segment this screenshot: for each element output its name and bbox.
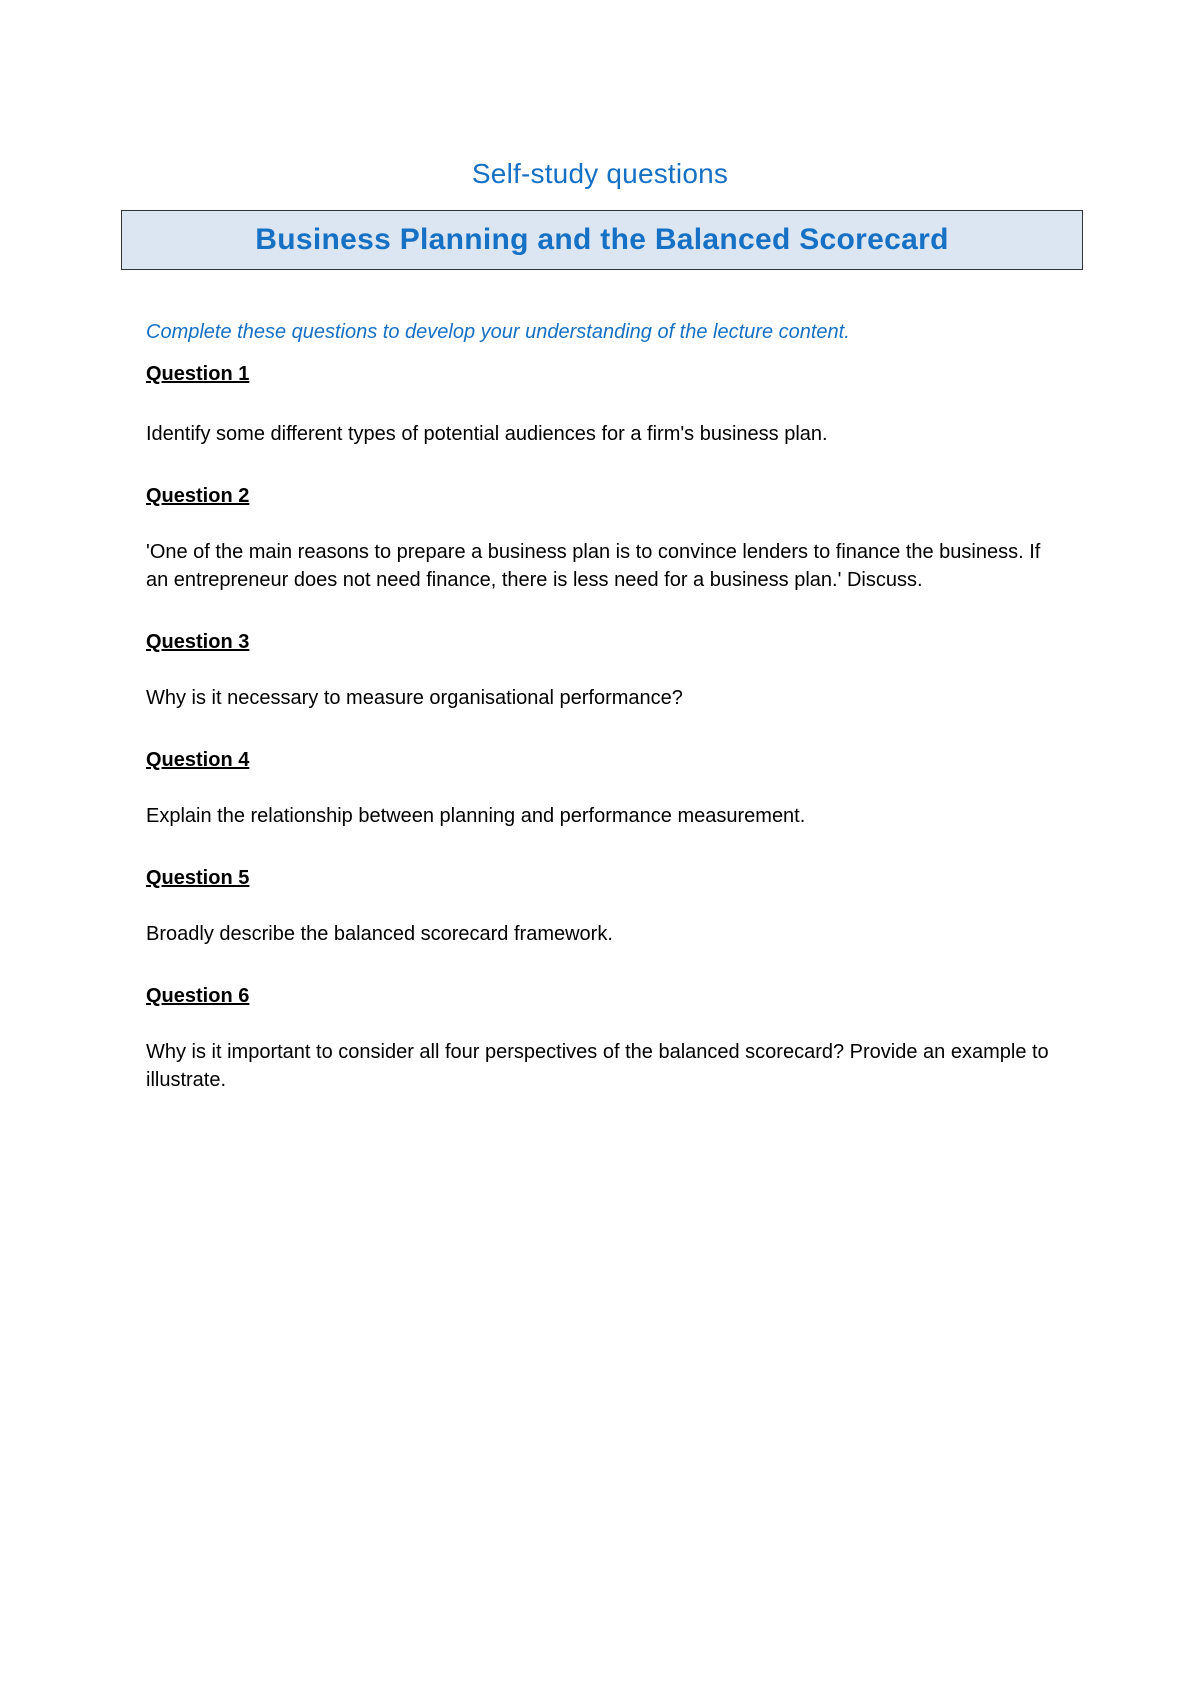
question-text: Explain the relationship between planning and performance measurement. bbox=[146, 805, 806, 827]
question-text: Why is it necessary to measure organisational performance? bbox=[146, 687, 683, 709]
question-4 bbox=[146, 746, 1066, 830]
question-text: Broadly describe the balanced scorecard framework. bbox=[146, 923, 613, 945]
question-heading: Question 5 bbox=[146, 867, 250, 889]
question-text: 'One of the main reasons to prepare a business plan is to convince lenders to finance the business. If an entrepreneur does not need finance, there is less need for a business plan.' Discuss. bbox=[146, 541, 1041, 591]
question-heading: Question 2 bbox=[146, 485, 250, 507]
document-title: Business Planning and the Balanced Scorecard bbox=[255, 223, 949, 256]
question-3 bbox=[146, 628, 1066, 712]
question-heading: Question 1 bbox=[146, 363, 250, 385]
question-1 bbox=[146, 360, 1066, 448]
question-6 bbox=[146, 982, 1066, 1094]
question-5 bbox=[146, 864, 1066, 948]
question-2 bbox=[146, 482, 1066, 594]
document-supertitle: Self-study questions bbox=[471, 158, 729, 189]
question-heading: Question 4 bbox=[146, 749, 250, 771]
intro-instructions: Complete these questions to develop your understanding of the lecture content. bbox=[146, 321, 850, 343]
question-heading: Question 6 bbox=[146, 985, 250, 1007]
question-text: Why is it important to consider all four perspectives of the balanced scorecard? Provide an example to illustrate. bbox=[146, 1041, 1049, 1091]
question-text: Identify some different types of potential audiences for a firm's business plan. bbox=[146, 423, 828, 445]
document-body bbox=[146, 318, 1066, 1128]
title-banner bbox=[121, 210, 1083, 270]
question-heading: Question 3 bbox=[146, 631, 250, 653]
